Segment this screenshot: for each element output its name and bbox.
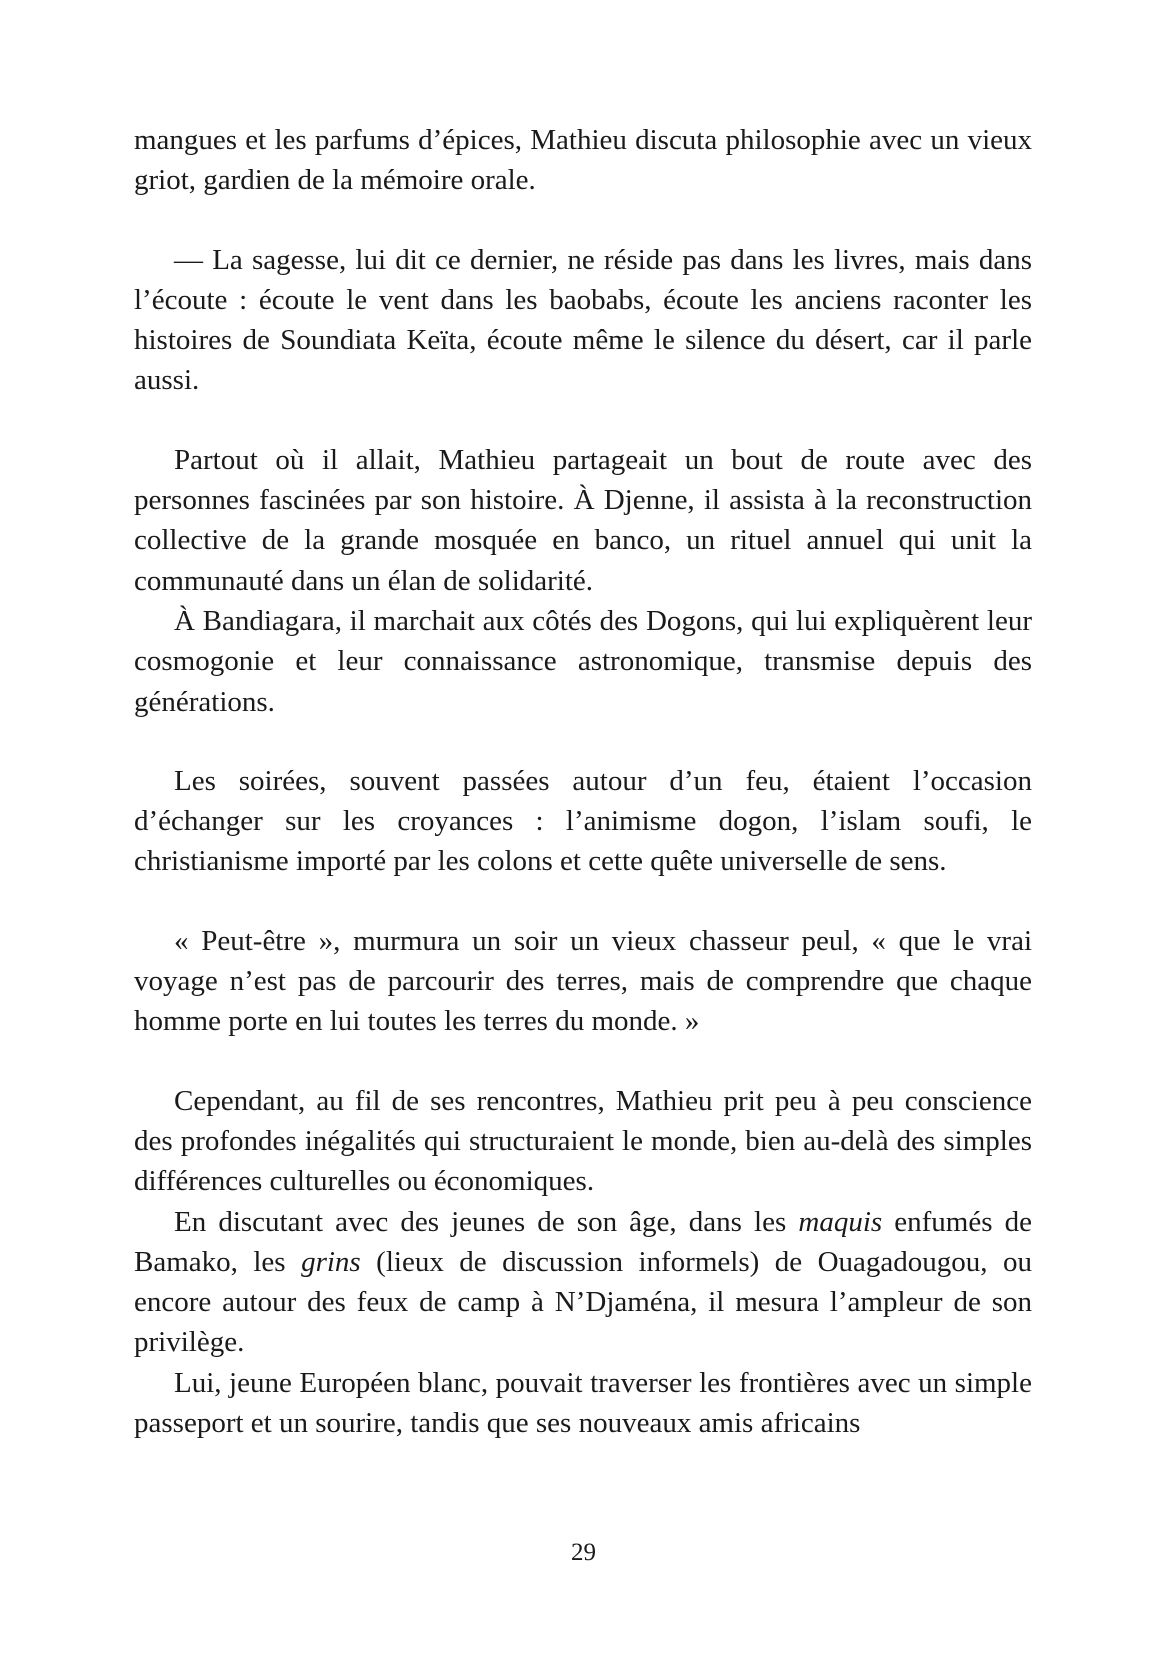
paragraph: [134, 761, 1032, 882]
italic-term: grins: [301, 1245, 361, 1278]
paragraph: [134, 1081, 1032, 1202]
text-segment: Cependant, au fil de ses rencontres, Mathieu prit peu à peu conscience des profondes inégalités qui structuraient le monde, bien au-delà des simples différences culturelles ou économiques.: [134, 1084, 1032, 1198]
text-segment: Lui, jeune Européen blanc, pouvait traverser les frontières avec un simple passeport et un sourire, tandis que ses nouveaux amis africains: [134, 1366, 1032, 1440]
paragraph: [134, 1202, 1032, 1363]
paragraph: [134, 240, 1032, 401]
paragraph: [134, 120, 1032, 201]
paragraph: [134, 1363, 1032, 1444]
paragraph: [134, 440, 1032, 601]
paragraph: [134, 921, 1032, 1042]
text-segment: « Peut-être », murmura un soir un vieux chasseur peul, « que le vrai voyage n’est pas de parcourir des terres, mais de comprendre que chaque homme porte en lui toutes les terres du monde. »: [134, 924, 1032, 1038]
paragraph: [134, 601, 1032, 722]
text-segment: Partout où il allait, Mathieu partageait un bout de route avec des personnes fascinées par son histoire. À Djenne, il assista à la reconstruction collective de la grande mosquée en banco, un rituel annuel qui unit la communauté dans un élan de solidarité.: [134, 443, 1032, 597]
italic-term: maquis: [798, 1205, 883, 1238]
text-segment: (lieux de discussion informels) de Ouagadougou, ou encore autour des feux de camp à N’Djaména, il mesura l’ampleur de son privilège.: [134, 1245, 1032, 1359]
text-segment: Les soirées, souvent passées autour d’un feu, étaient l’occasion d’échanger sur les croyances : l’animisme dogon, l’islam soufi, le christianisme importé par les colons et cette quête universelle de sens.: [134, 764, 1032, 878]
body-text: [134, 120, 1032, 1443]
text-segment: À Bandiagara, il marchait aux côtés des Dogons, qui lui expliquèrent leur cosmogonie et leur connaissance astronomique, transmise depuis des générations.: [134, 604, 1032, 718]
text-segment: En discutant avec des jeunes de son âge, dans les: [174, 1205, 799, 1238]
page-number: 29: [571, 1539, 596, 1566]
text-segment: enfumés de Bamako, les: [134, 1205, 1033, 1278]
text-segment: — La sagesse, lui dit ce dernier, ne réside pas dans les livres, mais dans l’écoute : écoute le vent dans les baobabs, écoute les anciens raconter les histoires de Soundiata Keïta, écoute même le silence du désert, car il parle aussi.: [134, 243, 1032, 397]
text-segment: mangues et les parfums d’épices, Mathieu discuta philosophie avec un vieux griot, gardien de la mémoire orale.: [134, 124, 1032, 197]
